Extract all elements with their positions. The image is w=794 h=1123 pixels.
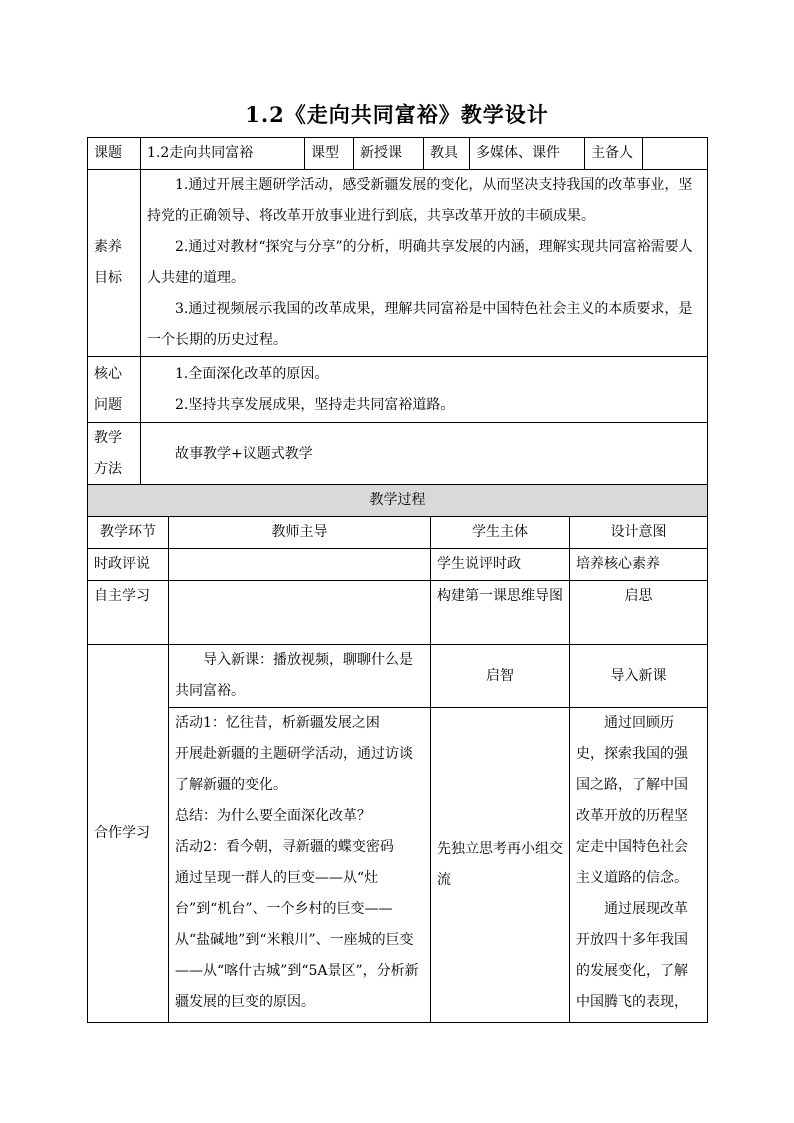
intro-student: 启智 xyxy=(431,645,570,708)
process-section-title: 教学过程 xyxy=(88,485,708,517)
process-header-row xyxy=(88,517,708,549)
core-row xyxy=(88,357,708,423)
goals-label-line-1: 素养 xyxy=(94,239,122,255)
intro-row xyxy=(88,645,708,708)
activity2-title: 活动2：看今朝，寻新疆的蝶变密码 xyxy=(175,839,394,855)
activities-student: 先独立思考再小组交流 xyxy=(431,708,570,1023)
type-value: 新授课 xyxy=(354,138,424,170)
activity1-title: 活动1：忆往昔，析新疆发展之困 xyxy=(175,715,380,731)
process-table xyxy=(87,484,708,1023)
method-row xyxy=(88,423,708,486)
intro-teacher-text: 导入新课：播放视频，聊聊什么是共同富裕。 xyxy=(175,652,413,699)
tools-value: 多媒体、课件 xyxy=(470,138,585,170)
current-affairs-intent: 培养核心素养 xyxy=(570,549,708,581)
core-item-1: 1.全面深化改革的原因。 xyxy=(175,365,329,382)
current-affairs-teacher xyxy=(169,549,431,581)
method-label-line-1: 教学 xyxy=(94,430,122,446)
preparer-label: 主备人 xyxy=(585,138,643,170)
goals-label-line-2: 目标 xyxy=(94,270,122,286)
activity1-text: 开展赴新疆的主题研学活动，通过访谈了解新疆的变化。 xyxy=(175,746,413,793)
method-content xyxy=(141,423,708,486)
current-affairs-row xyxy=(88,549,708,581)
goals-label xyxy=(88,170,141,357)
self-study-intent: 启思 xyxy=(570,581,708,645)
intro-intent: 导入新课 xyxy=(570,645,708,708)
core-label xyxy=(88,357,141,423)
goal-item-1: 1.通过开展主题研学活动，感受新疆发展的变化，从而坚决支持我国的改革事业，坚持党的正确领导、将改革开放事业进行到底，共享改革开放的丰硕成果。 xyxy=(147,177,693,224)
intent-paragraph-2: 通过展现改革开放四十多年我国的发展变化，了解中国腾飞的表现， xyxy=(576,901,688,1010)
self-study-student: 构建第一课思维导图 xyxy=(431,581,570,645)
header-intent: 设计意图 xyxy=(570,517,708,549)
process-title-row xyxy=(88,485,708,517)
core-label-line-1: 核心 xyxy=(94,365,122,382)
current-affairs-stage: 时政评说 xyxy=(88,549,169,581)
goal-item-2: 2.通过对教材“探究与分享”的分析，明确共享发展的内涵，理解实现共同富裕需要人人共建的道理。 xyxy=(147,239,693,286)
current-affairs-student: 学生说评时政 xyxy=(431,549,570,581)
goals-content xyxy=(141,170,708,357)
lesson-label: 课题 xyxy=(88,138,141,170)
self-study-row xyxy=(88,581,708,645)
goals-row xyxy=(88,170,708,357)
goal-item-3: 3.通过视频展示我国的改革成果，理解共同富裕是中国特色社会主义的本质要求，是一个长期的历史过程。 xyxy=(147,301,693,348)
core-label-line-2: 问题 xyxy=(94,396,122,413)
core-item-2: 2.坚持共享发展成果，坚持走共同富裕道路。 xyxy=(175,396,455,413)
lesson-info-table xyxy=(87,137,708,486)
activities-teacher xyxy=(169,708,431,1023)
method-label-line-2: 方法 xyxy=(94,461,122,477)
cooperative-stage: 合作学习 xyxy=(88,645,169,1023)
lesson-value: 1.2走向共同富裕 xyxy=(141,138,305,170)
intent-paragraph-1: 通过回顾历史，探索我国的强国之路，了解中国改革开放的历程坚定走中国特色社会主义道路的信念。 xyxy=(576,715,688,886)
method-label xyxy=(88,423,141,486)
header-student: 学生主体 xyxy=(431,517,570,549)
activities-intent xyxy=(570,708,708,1023)
activities-row xyxy=(88,708,708,1023)
tools-label: 教具 xyxy=(424,138,470,170)
preparer-value xyxy=(643,138,708,170)
header-stage: 教学环节 xyxy=(88,517,169,549)
method-value: 故事教学+议题式教学 xyxy=(175,445,313,462)
self-study-stage: 自主学习 xyxy=(88,581,169,645)
type-label: 课型 xyxy=(305,138,354,170)
intro-teacher xyxy=(169,645,431,708)
activity-summary: 总结：为什么要全面深化改革？ xyxy=(175,808,371,824)
header-teacher: 教师主导 xyxy=(169,517,431,549)
core-content xyxy=(141,357,708,423)
activity2-text: 通过呈现一群人的巨变——从“灶台”到“机台”、一个乡村的巨变——从“盐碱地”到“米粮川”、一座城的巨变——从“喀什古城”到“5A景区”，分析新疆发展的巨变的原因。 xyxy=(175,870,419,1010)
lesson-info-row xyxy=(88,138,708,170)
page-title: 1.2《走向共同富裕》教学设计 xyxy=(245,102,549,127)
self-study-teacher xyxy=(169,581,431,645)
